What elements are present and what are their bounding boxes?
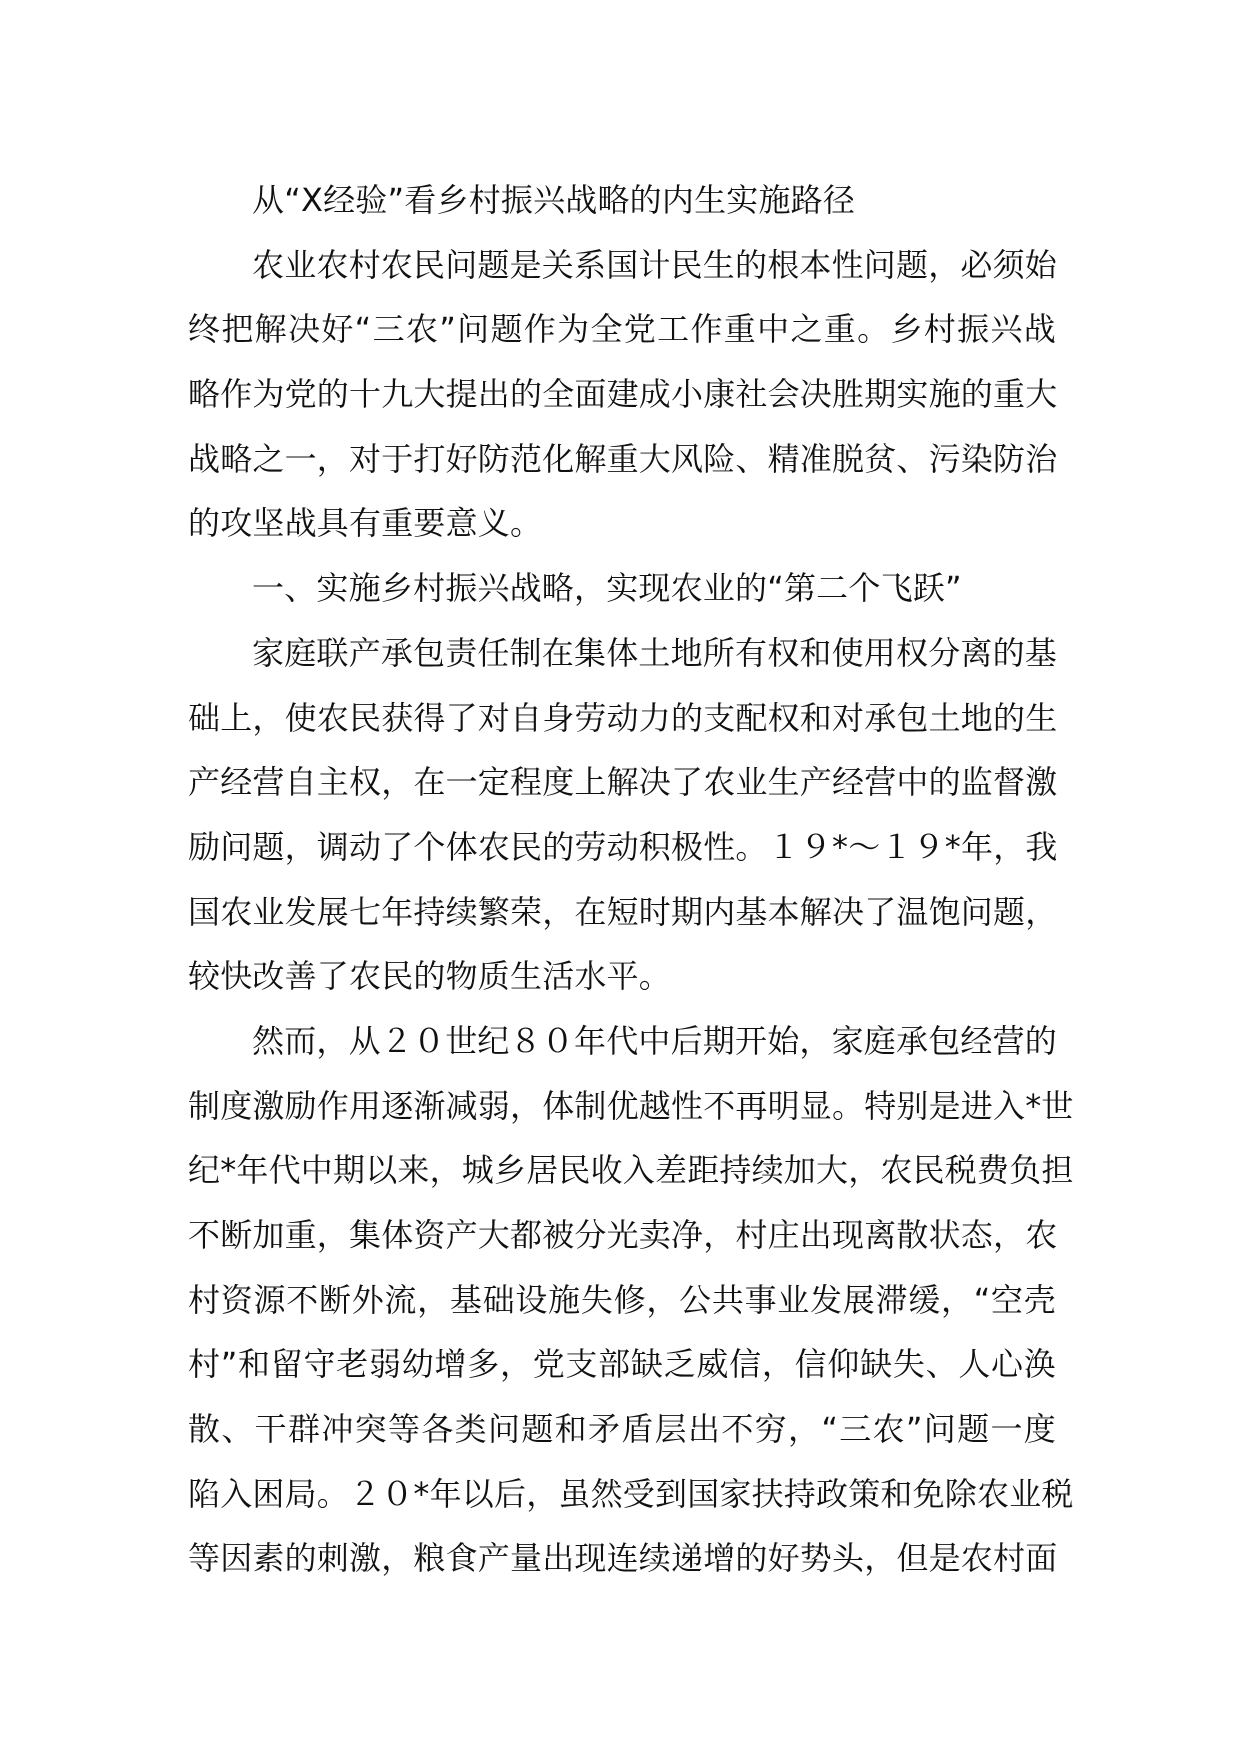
paragraph-line: 陷入困局。２０*年以后，虽然受到国家扶持政策和免除农业税	[188, 1474, 1074, 1513]
paragraph-line: 农业农村农民问题是关系国计民生的根本性问题，必须始	[252, 245, 1058, 284]
paragraph-line: 然而，从２０世纪８０年代中后期开始，家庭承包经营的	[252, 1021, 1058, 1060]
paragraph-line: 战略之一，对于打好防范化解重大风险、精准脱贫、污染防治	[188, 439, 1058, 478]
paragraph-1	[188, 233, 1056, 556]
paragraph-line: 纪*年代中期以来，城乡居民收入差距持续加大，农民税费负担	[188, 1151, 1074, 1190]
paragraph-line: 较快改善了农民的物质生活水平。	[188, 957, 672, 996]
paragraph-line: 的攻坚战具有重要意义。	[188, 504, 543, 543]
paragraph-line: 家庭联产承包责任制在集体土地所有权和使用权分离的基	[252, 633, 1058, 672]
document-page	[188, 168, 1074, 1591]
paragraph-line: 础上，使农民获得了对自身劳动力的支配权和对承包土地的生	[188, 698, 1058, 737]
paragraph-line: 村资源不断外流，基础设施失修，公共事业发展滞缓，“空壳	[188, 1280, 1056, 1319]
paragraph-3	[188, 1009, 1074, 1591]
paragraph-line: 略作为党的十九大提出的全面建成小康社会决胜期实施的重大	[188, 375, 1058, 414]
paragraph-line: 不断加重，集体资产大都被分光卖净，村庄出现离散状态，农	[188, 1216, 1058, 1254]
paragraph-line: 等因素的刺激，粮食产量出现连续递增的好势头，但是农村面	[188, 1539, 1058, 1578]
paragraph-line: 励问题，调动了个体农民的劳动积极性。１９*～１９*年，我	[188, 827, 1058, 866]
paragraph-line: 国农业发展七年持续繁荣，在短时期内基本解决了温饱问题，	[188, 892, 1058, 931]
document-title: 从“X经验”看乡村振兴战略的内生实施路径	[252, 181, 856, 219]
paragraph-line: 终把解决好“三农”问题作为全党工作重中之重。乡村振兴战	[188, 310, 1056, 349]
section-heading: 一、实施乡村振兴战略，实现农业的“第二个飞跃”	[252, 569, 962, 608]
paragraph-line: 制度激励作用逐渐减弱，体制优越性不再明显。特别是进入*世	[188, 1086, 1074, 1125]
paragraph-line: 散、干群冲突等各类问题和矛盾层出不穷，“三农”问题一度	[188, 1410, 1056, 1449]
paragraph-line: 村”和留守老弱幼增多，党支部缺乏威信，信仰缺失、人心涣	[188, 1345, 1056, 1384]
paragraph-line: 产经营自主权，在一定程度上解决了农业生产经营中的监督激	[188, 763, 1058, 802]
paragraph-2	[188, 621, 1056, 1009]
